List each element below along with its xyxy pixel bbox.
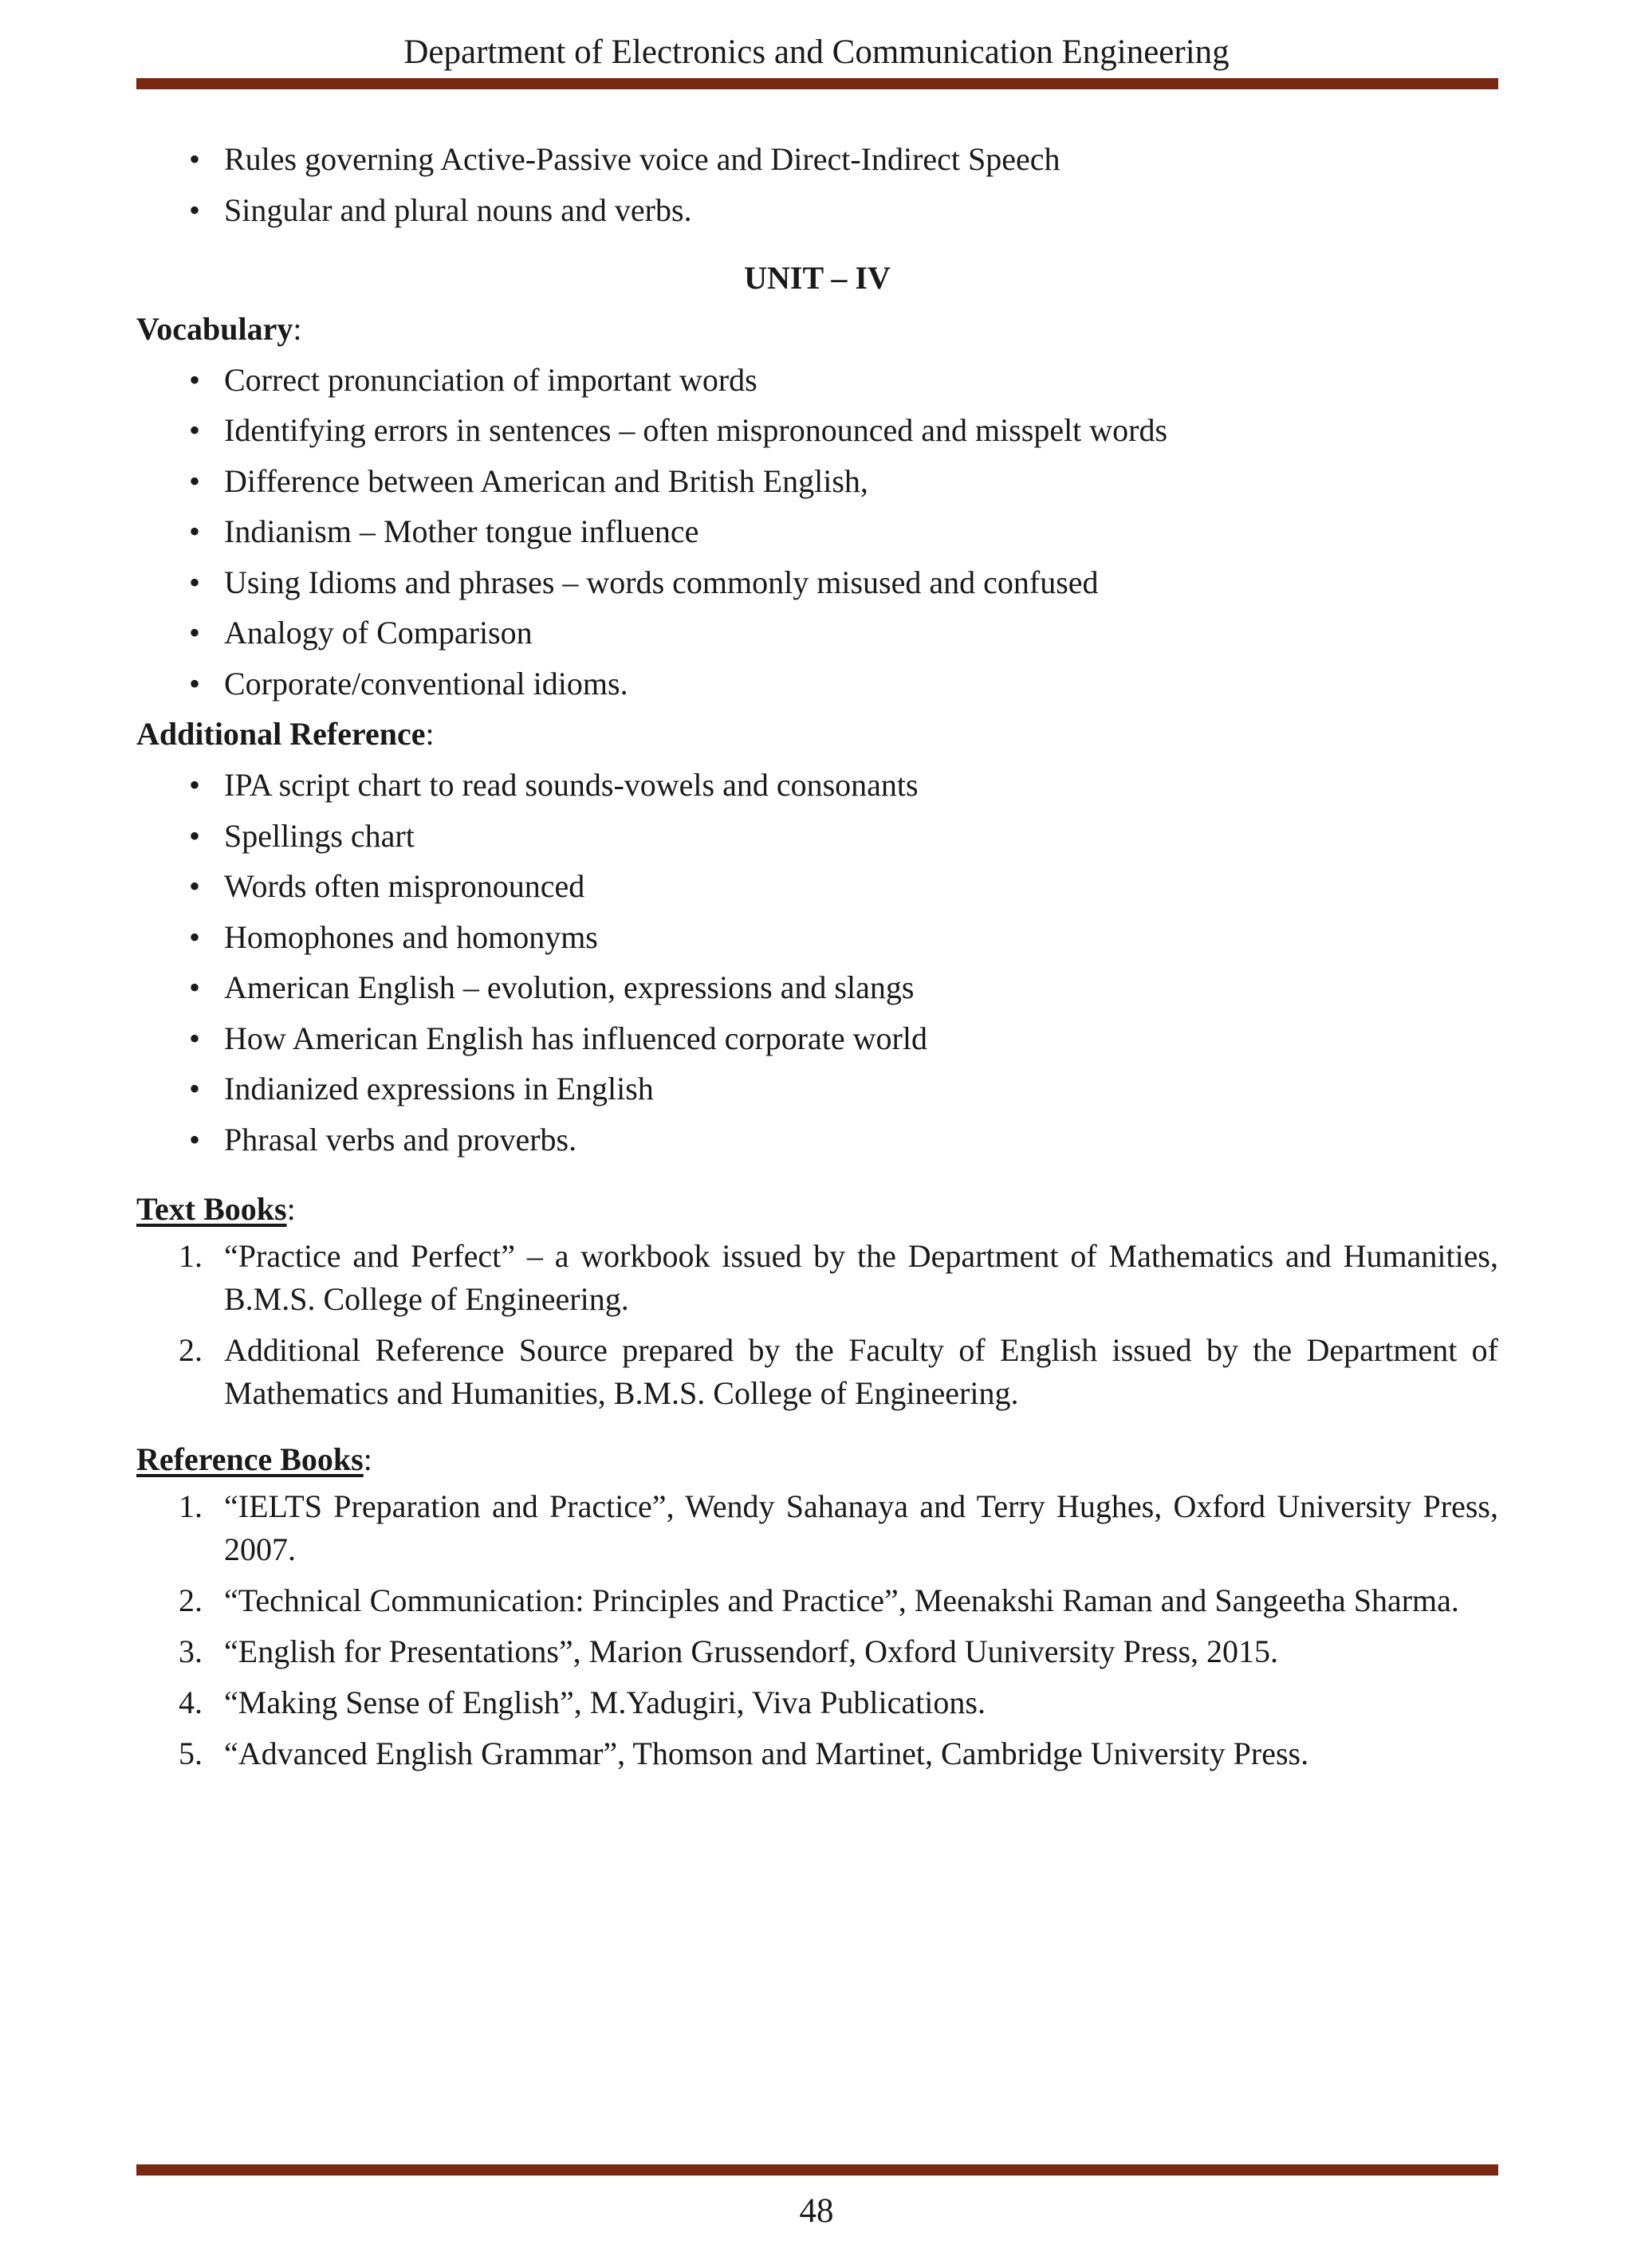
list-item: • Phrasal verbs and proverbs. xyxy=(136,1114,1498,1165)
intro-bullet-list xyxy=(136,134,1498,235)
bullet-icon: • xyxy=(189,969,201,1005)
bullet-icon: • xyxy=(189,1071,201,1106)
bullet-icon: • xyxy=(189,191,201,228)
vocabulary-list xyxy=(136,355,1498,709)
bullet-icon: • xyxy=(189,462,201,499)
bullet-icon: • xyxy=(189,513,201,549)
page-content xyxy=(136,134,1498,1783)
bullet-icon: • xyxy=(189,564,201,600)
list-item: • Identifying errors in sentences – often mispronounced and misspelt words xyxy=(136,405,1498,456)
text-books-heading: Text Books: xyxy=(136,1191,296,1227)
page-header-title: Department of Electronics and Communication Engineering xyxy=(403,33,1230,71)
list-item: • How American English has influenced corporate world xyxy=(136,1013,1498,1064)
list-item: • Correct pronunciation of important words xyxy=(136,355,1498,406)
list-item: • Rules governing Active-Passive voice and Direct-Indirect Speech xyxy=(136,134,1498,185)
vocabulary-heading: Vocabulary: xyxy=(136,310,302,347)
reference-books-list xyxy=(136,1485,1498,1775)
list-item: 2. “Technical Communication: Principles and Practice”, Meenakshi Raman and Sangeetha Sharma. xyxy=(179,1582,1459,1618)
list-item: 5. “Advanced English Grammar”, Thomson and Martinet, Cambridge University Press. xyxy=(179,1735,1309,1771)
list-item: • Analogy of Comparison xyxy=(136,607,1498,658)
list-item: • Singular and plural nouns and verbs. xyxy=(136,185,1498,236)
bullet-icon: • xyxy=(189,1020,201,1056)
list-item: 1. “IELTS Preparation and Practice”, Wendy Sahanaya and Terry Hughes, Oxford University Press, 2007. xyxy=(179,1488,1498,1567)
additional-reference-heading: Additional Reference: xyxy=(136,716,435,752)
text-books-list xyxy=(136,1235,1498,1415)
additional-reference-list xyxy=(136,760,1498,1165)
unit-heading: UNIT – IV xyxy=(744,260,891,296)
bullet-icon: • xyxy=(189,918,201,955)
list-item: • Indianized expressions in English xyxy=(136,1063,1498,1114)
list-item: • Using Idioms and phrases – words commonly misused and confused xyxy=(136,557,1498,608)
page-number: 48 xyxy=(799,2192,834,2230)
list-item: • Words often mispronounced xyxy=(136,861,1498,912)
bullet-icon: • xyxy=(189,361,201,398)
list-item: 3. “English for Presentations”, Marion Grussendorf, Oxford Uuniversity Press, 2015. xyxy=(179,1633,1279,1669)
list-item: • IPA script chart to read sounds-vowels and consonants xyxy=(136,760,1498,811)
footer-divider xyxy=(136,2164,1498,2176)
list-item: • Homophones and homonyms xyxy=(136,912,1498,963)
reference-books-heading: Reference Books: xyxy=(136,1441,372,1477)
bullet-icon: • xyxy=(189,665,201,702)
list-item: 4. “Making Sense of English”, M.Yadugiri, Viva Publications. xyxy=(179,1684,986,1720)
header-divider xyxy=(136,78,1498,89)
list-item: • Indianism – Mother tongue influence xyxy=(136,506,1498,557)
bullet-icon: • xyxy=(189,615,201,651)
list-item: • American English – evolution, expressions and slangs xyxy=(136,962,1498,1013)
list-item: 1. “Practice and Perfect” – a workbook issued by the Department of Mathematics and Humanities, B.M.S. College of Engineering. xyxy=(179,1238,1498,1317)
bullet-icon: • xyxy=(189,412,201,448)
bullet-icon: • xyxy=(189,1121,201,1158)
bullet-icon: • xyxy=(189,767,201,803)
bullet-icon: • xyxy=(189,868,201,904)
list-item: • Spellings chart xyxy=(136,811,1498,862)
list-item: 2. Additional Reference Source prepared by the Faculty of English issued by the Department of Mathematics and Humanities, B.M.S. College of Engineering. xyxy=(179,1332,1498,1411)
bullet-icon: • xyxy=(189,817,201,854)
list-item: • Corporate/conventional idioms. xyxy=(136,658,1498,709)
list-item: • Difference between American and British English, xyxy=(136,456,1498,507)
bullet-icon: • xyxy=(189,141,201,177)
